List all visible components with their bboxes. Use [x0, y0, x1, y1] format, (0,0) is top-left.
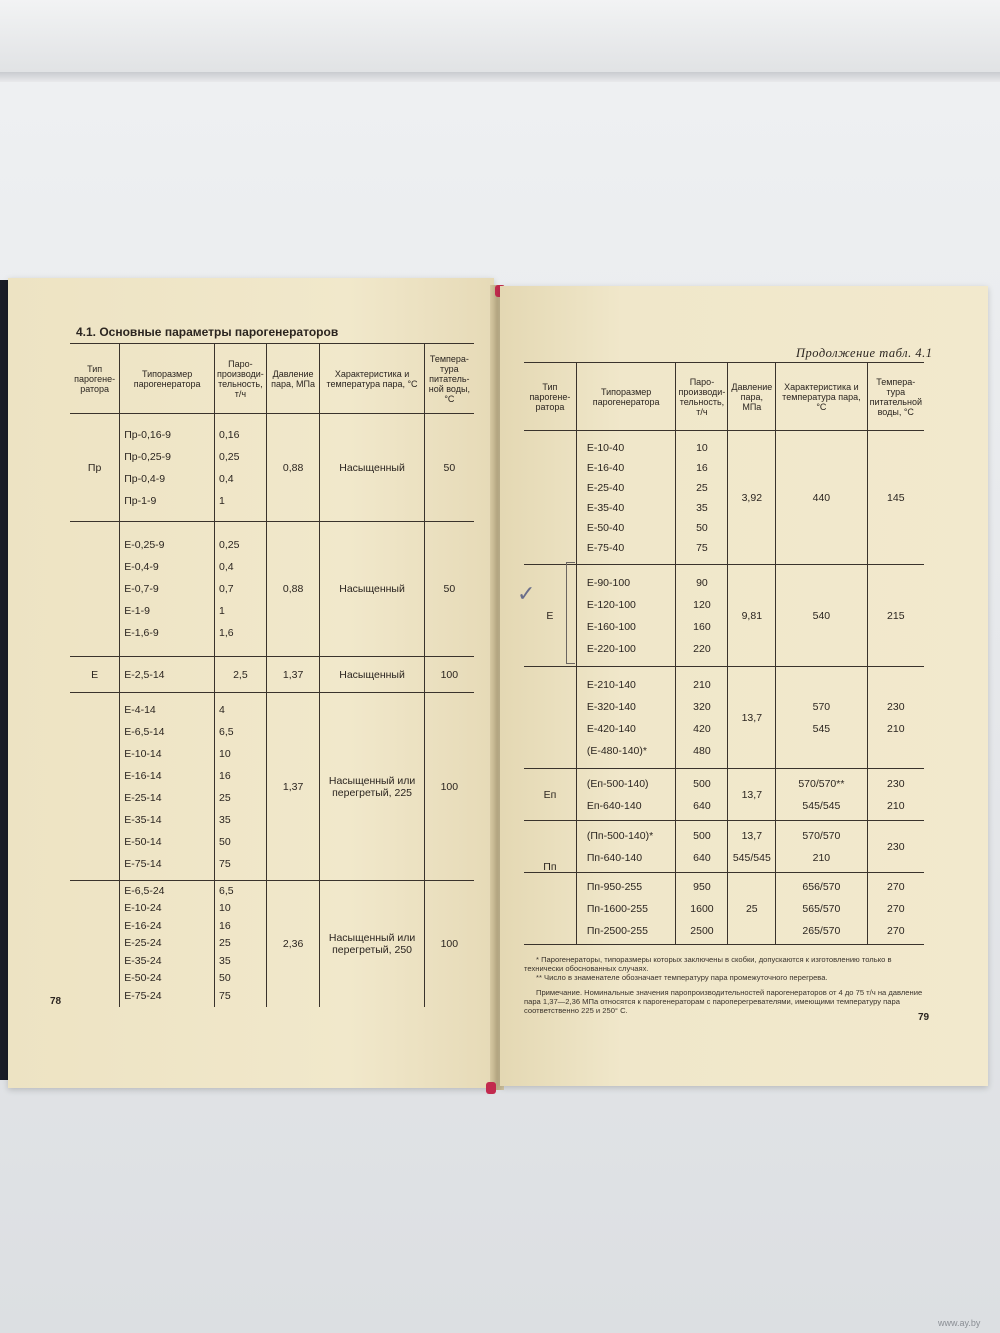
water-cell: 215 — [867, 565, 924, 667]
capacity-cell — [676, 431, 728, 565]
capacity: 1 — [218, 494, 225, 507]
model-cell — [120, 657, 215, 693]
group-e-100 — [524, 565, 924, 667]
capacity: 4 — [218, 703, 225, 716]
group-e-40 — [524, 431, 924, 565]
water-value: 230 — [887, 777, 905, 790]
pressure-cell: 13,7 — [728, 667, 776, 769]
table-heading: 4.1. Основные параметры парогенераторов — [76, 325, 339, 339]
capacity: 35 — [218, 954, 231, 967]
steam-value — [780, 740, 862, 762]
col-header-steam: Характеристика и температура пара, °С — [320, 344, 424, 414]
group-e-2-5 — [70, 657, 474, 693]
model: Пп-2500-255 — [586, 924, 648, 937]
pencil-bracket — [566, 562, 575, 664]
steam-value: 265/570 — [802, 924, 841, 937]
capacity: 1,6 — [218, 627, 234, 639]
steam-cell — [776, 667, 867, 769]
model-cell — [120, 522, 215, 657]
model: Е-25-40 — [586, 481, 625, 494]
capacity: 2500 — [690, 924, 714, 937]
model: Пп-1600-255 — [586, 902, 648, 915]
water-cell — [867, 873, 924, 945]
capacity: 90 — [696, 576, 708, 589]
capacity: 16 — [218, 769, 231, 782]
water-value: 270 — [887, 924, 905, 937]
pencil-check-mark: ✓ — [517, 582, 536, 607]
group-pp-255 — [524, 861, 924, 945]
pressure-cell: 1,37 — [266, 657, 320, 693]
model: Е-0,7-9 — [124, 583, 159, 595]
capacity: 50 — [218, 835, 231, 848]
type-cell — [70, 693, 120, 881]
pressure-cell: 25 — [728, 873, 776, 945]
capacity: 25 — [218, 937, 231, 949]
col-header-type: Тип парогене-ратора — [524, 363, 576, 431]
model-cell — [576, 769, 676, 821]
steam-cell: 440 — [776, 431, 867, 565]
capacity-cell — [676, 821, 728, 873]
model: Пр-0,16-9 — [124, 428, 171, 441]
pressure-value: 545/545 — [732, 851, 771, 864]
steam-value: 545 — [812, 722, 831, 735]
model: Е-50-24 — [124, 972, 162, 984]
capacity: 120 — [693, 598, 711, 611]
water-cell: 50 — [424, 522, 474, 657]
capacity: 500 — [693, 777, 711, 790]
type-label: Пп — [543, 861, 557, 873]
col-header-capacity: Паро-производи-тельность, т/ч — [214, 344, 266, 414]
model: Е-120-100 — [586, 598, 636, 611]
page-number-left: 78 — [50, 996, 62, 1007]
model-cell — [120, 693, 215, 881]
capacity: 640 — [693, 799, 711, 812]
model: Е-35-14 — [124, 813, 162, 826]
capacity-cell — [214, 881, 266, 1007]
model: Е-420-140 — [586, 722, 636, 735]
model-cell — [576, 821, 676, 873]
water-cell: 50 — [424, 414, 474, 522]
capacity: 0,7 — [218, 583, 234, 595]
group-pp-140 — [524, 821, 924, 873]
steam-cell — [776, 821, 867, 873]
type-cell — [524, 667, 576, 769]
continuation-label: Продолжение табл. 4.1 — [796, 346, 933, 360]
water-cell: 100 — [424, 657, 474, 693]
table-note: Примечание. Номинальные значения паропроизводительностей парогенераторов от 4 до 75 т/ч на давление пара 1,37—2,36 МПа относятся к парогенераторам с пароперегревателями, имеющими температуру пара соответственно 225 и 250° С. — [524, 988, 923, 1015]
pressure-cell: 3,92 — [728, 431, 776, 565]
capacity: 0,25 — [218, 539, 240, 551]
model: Е-320-140 — [586, 700, 636, 713]
model: Е-75-24 — [124, 989, 162, 1002]
capacity: 25 — [218, 791, 231, 804]
col-header-pressure: Давление пара, МПа — [266, 344, 320, 414]
model: Е-16-14 — [124, 769, 162, 782]
steam-cell: Насыщенный или перегретый, 225 — [320, 693, 424, 881]
water-value: 210 — [887, 799, 905, 812]
model: Е-50-14 — [124, 835, 162, 848]
bookmark-ribbon-bottom — [486, 1082, 496, 1094]
capacity: 2,5 — [233, 668, 248, 681]
steam-cell — [776, 769, 867, 821]
model: Е-25-14 — [124, 791, 162, 804]
model-cell — [576, 431, 676, 565]
group-pr — [70, 414, 474, 522]
capacity: 10 — [696, 441, 708, 454]
water-cell: 100 — [424, 693, 474, 881]
model: Е-220-100 — [586, 642, 636, 655]
steam-value: 210 — [812, 851, 831, 864]
model: Е-4-14 — [124, 703, 156, 716]
model: Е-6,5-14 — [124, 725, 165, 738]
left-table — [70, 343, 474, 1007]
steam-cell: Насыщенный — [320, 522, 424, 657]
model: Е-1-9 — [124, 605, 150, 617]
capacity: 0,4 — [218, 561, 234, 573]
capacity: 640 — [693, 851, 711, 864]
capacity: 0,16 — [218, 428, 240, 441]
group-e-24 — [70, 881, 474, 1007]
water-value: 210 — [887, 722, 905, 735]
pressure-cell: 9,81 — [728, 565, 776, 667]
capacity: 0,25 — [218, 450, 240, 463]
water-value: 270 — [887, 880, 905, 893]
model: Е-2,5-14 — [124, 668, 165, 681]
type-cell: Пр — [87, 461, 102, 474]
model: Е-0,25-9 — [124, 539, 165, 551]
capacity: 220 — [693, 642, 711, 655]
water-cell: 230 — [867, 821, 924, 873]
group-ep — [524, 769, 924, 821]
steam-value: 570 — [812, 700, 831, 713]
capacity-cell — [214, 522, 266, 657]
capacity: 35 — [696, 501, 708, 514]
capacity: 420 — [693, 722, 711, 735]
capacity-cell — [676, 769, 728, 821]
capacity: 480 — [693, 744, 711, 757]
model: Еп-640-140 — [586, 799, 642, 812]
water-cell: 100 — [424, 881, 474, 1007]
model: Е-160-100 — [586, 620, 636, 633]
footnote-1: * Парогенераторы, типоразмеры которых заключены в скобки, допускаются к изготовлению только в технически обоснованных случаях. — [524, 955, 892, 973]
model: (Еп-500-140) — [586, 777, 649, 790]
steam-value: 565/570 — [802, 902, 841, 915]
water-cell: 145 — [867, 431, 924, 565]
col-header-type: Тип парогене-ратора — [70, 344, 120, 414]
model: (Е-480-140)* — [586, 744, 647, 757]
capacity: 75 — [696, 541, 708, 554]
capacity: 6,5 — [218, 884, 234, 897]
water-value — [872, 740, 920, 762]
col-header-capacity: Паро-производи-тельность, т/ч — [676, 363, 728, 431]
steam-cell — [776, 873, 867, 945]
steam-cell: 540 — [776, 565, 867, 667]
steam-value: 570/570 — [802, 829, 841, 842]
water-cell — [867, 769, 924, 821]
pressure-cell: 2,36 — [266, 881, 320, 1007]
pressure-cell — [728, 821, 776, 873]
model: Е-35-24 — [124, 954, 162, 967]
model-cell — [576, 565, 676, 667]
steam-cell: Насыщенный — [320, 414, 424, 522]
model: Е-10-14 — [124, 747, 162, 760]
model: Е-10-24 — [124, 902, 162, 914]
model: Е-90-100 — [586, 576, 631, 589]
model: Пр-0,4-9 — [124, 472, 166, 485]
capacity-cell — [676, 873, 728, 945]
window-sill — [0, 0, 1000, 80]
water-value — [872, 674, 920, 696]
capacity: 950 — [693, 880, 711, 893]
capacity: 1600 — [690, 902, 714, 915]
group-e-14 — [70, 693, 474, 881]
type-cell: Еп — [543, 788, 557, 801]
page-number-right: 79 — [918, 1012, 930, 1023]
type-cell: Е — [546, 609, 554, 622]
type-cell — [70, 881, 120, 1007]
capacity: 25 — [696, 481, 708, 494]
capacity: 16 — [218, 919, 231, 932]
model: Е-0,4-9 — [124, 561, 159, 573]
model: Е-6,5-24 — [124, 884, 165, 897]
capacity: 75 — [218, 857, 231, 870]
col-header-pressure: Давление пара, МПа — [728, 363, 776, 431]
steam-value: 570/570** — [798, 777, 845, 790]
model: Е-1,6-9 — [124, 627, 159, 639]
capacity-cell — [214, 657, 266, 693]
capacity: 35 — [218, 813, 231, 826]
pressure-cell: 0,88 — [266, 522, 320, 657]
steam-cell: Насыщенный или перегретый, 250 — [320, 881, 424, 1007]
model: Пп-640-140 — [586, 851, 643, 864]
steam-value — [780, 674, 862, 696]
steam-value: 545/545 — [802, 799, 841, 812]
pressure-value: 13,7 — [741, 829, 763, 842]
model: Пп-950-255 — [586, 880, 643, 893]
group-e-9 — [70, 522, 474, 657]
capacity: 1 — [218, 605, 225, 617]
type-cell: Е — [91, 668, 99, 681]
capacity: 10 — [218, 747, 231, 760]
pressure-cell: 1,37 — [266, 693, 320, 881]
capacity-cell — [676, 565, 728, 667]
type-cell — [70, 522, 120, 657]
col-header-water: Темпера-тура питательной воды, °С — [867, 363, 924, 431]
capacity: 50 — [218, 972, 231, 984]
model: Е-75-40 — [586, 541, 625, 554]
capacity: 10 — [218, 902, 231, 914]
capacity: 6,5 — [218, 725, 234, 738]
group-e-140 — [524, 667, 924, 769]
model: Е-25-24 — [124, 937, 162, 949]
type-cell — [524, 431, 576, 565]
water-cell — [867, 667, 924, 769]
pressure-cell: 13,7 — [728, 769, 776, 821]
capacity: 0,4 — [218, 472, 234, 485]
model: Е-75-14 — [124, 857, 162, 870]
model-cell — [120, 881, 215, 1007]
model: Е-10-40 — [586, 441, 625, 454]
model-cell — [120, 414, 215, 522]
capacity-cell — [676, 667, 728, 769]
model-cell — [576, 873, 676, 945]
model: Пр-1-9 — [124, 494, 157, 507]
capacity: 16 — [696, 461, 708, 474]
col-header-model: Типоразмер парогенератора — [120, 344, 215, 414]
model: Е-16-40 — [586, 461, 625, 474]
type-cell — [524, 861, 576, 945]
col-header-steam: Характеристика и температура пара, °С — [776, 363, 867, 431]
capacity: 75 — [218, 989, 231, 1002]
model: Е-50-40 — [586, 521, 625, 534]
watermark: www.ay.by — [938, 1318, 981, 1328]
model: (Пп-500-140)* — [586, 829, 654, 842]
capacity: 320 — [693, 700, 711, 713]
model: Пр-0,25-9 — [124, 450, 171, 463]
steam-cell: Насыщенный — [320, 657, 424, 693]
right-table — [524, 362, 924, 945]
capacity-cell — [214, 414, 266, 522]
capacity: 50 — [696, 521, 708, 534]
capacity: 500 — [693, 829, 711, 842]
water-value: 270 — [887, 902, 905, 915]
sill-edge — [0, 72, 1000, 82]
steam-value: 656/570 — [802, 880, 841, 893]
capacity: 210 — [693, 678, 711, 691]
footnote-2: ** Число в знаменателе обозначает температуру пара промежуточного перегрева. — [536, 973, 828, 982]
capacity: 160 — [693, 620, 711, 633]
model: Е-210-140 — [586, 678, 636, 691]
model: Е-16-24 — [124, 919, 162, 932]
col-header-water: Темпера-тура питатель-ной воды, °С — [424, 344, 474, 414]
col-header-model: Типоразмер парогенератора — [576, 363, 676, 431]
model-cell — [576, 667, 676, 769]
model: Е-35-40 — [586, 501, 625, 514]
water-value: 230 — [887, 700, 905, 713]
pressure-cell: 0,88 — [266, 414, 320, 522]
capacity-cell — [214, 693, 266, 881]
